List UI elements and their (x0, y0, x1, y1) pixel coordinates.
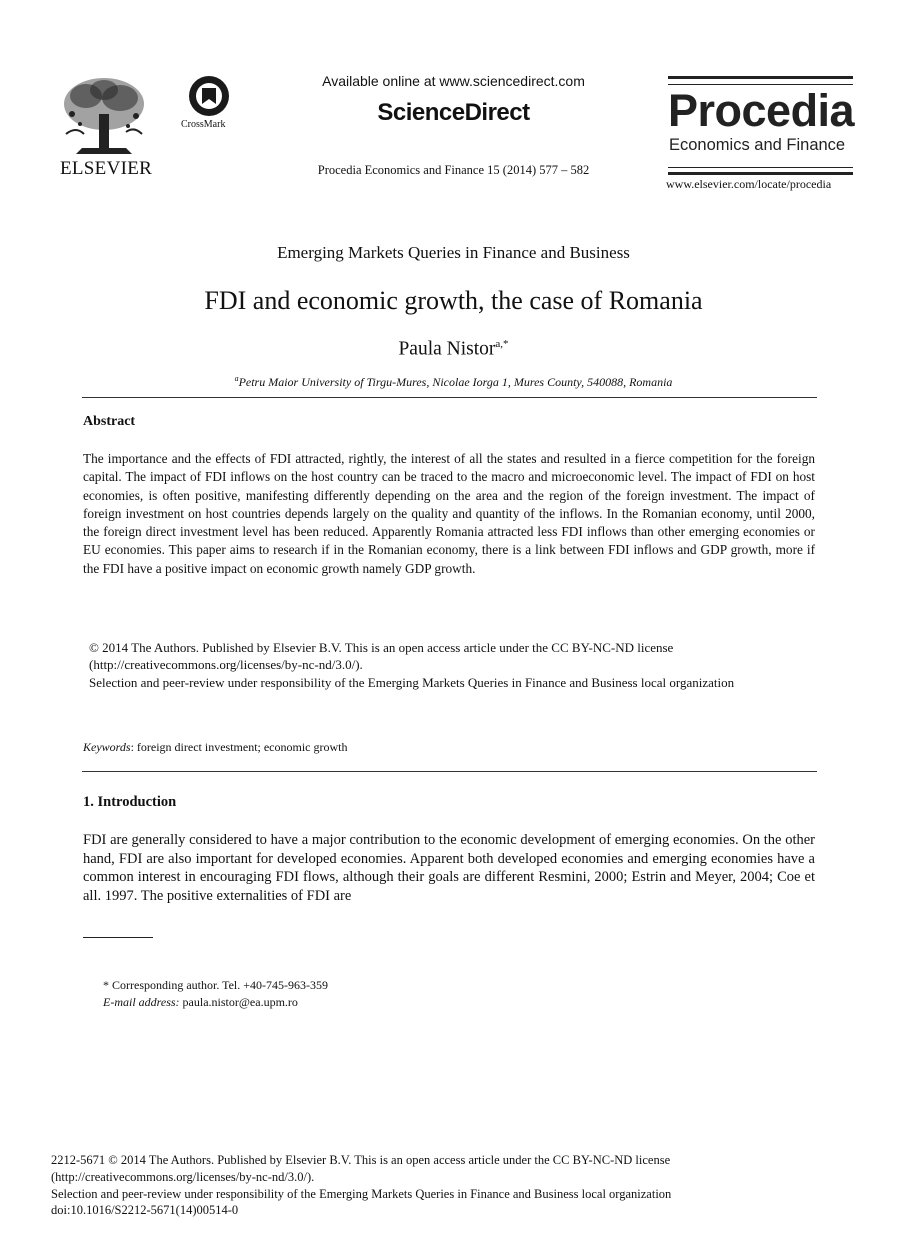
procedia-rule-bottom-thin (668, 167, 853, 168)
footer-doi[interactable]: doi:10.1016/S2212-5671(14)00514-0 (51, 1203, 239, 1217)
email-address[interactable]: paula.nistor@ea.upm.ro (179, 995, 298, 1009)
license-line-1: © 2014 The Authors. Published by Elsevier B.V. This is an open access article under the CC BY-NC-ND license (89, 640, 674, 655)
procedia-logo-subtitle: Economics and Finance (669, 136, 846, 154)
abstract-body: The importance and the effects of FDI attracted, rightly, the interest of all the states and resulted in a fierce competition for the foreign capital. The impact of FDI inflows on the host country can be traced to the macro and microeconomic level. The impact of FDI on host economies, is often positive, manifesting differently depending on the area and the region of the foreign investment. The impact of foreign investment on host countries depends largely on the quality and quantity of the inflows. In the Romanian economy, until 2000, the foreign direct investment level has been reduced. Apparently Romania attracted less FDI inflows than other emerging economies or EU economies. This paper aims to research if in the Romanian economy, there is a link between FDI inflows and GDP growth, more if the FDI have a positive impact on economic growth namely GDP growth. (83, 451, 815, 576)
procedia-logo-title: Procedia (668, 85, 855, 136)
corresponding-author-footnote: * Corresponding author. Tel. +40-745-963-359 (103, 978, 329, 992)
email-footnote (103, 995, 298, 1010)
keywords-text: : foreign direct investment; economic growth (130, 740, 348, 754)
keywords-line (83, 740, 348, 755)
footer-license-link[interactable]: (http://creativecommons.org/licenses/by-nc-nd/3.0/). (51, 1170, 315, 1184)
affiliation-line (0, 374, 907, 390)
conference-name: Emerging Markets Queries in Finance and Business (277, 243, 630, 262)
affiliation-text: Petru Maior University of Tirgu-Mures, Nicolae Iorga 1, Mures County, 540088, Romania (238, 375, 673, 389)
keywords-bottom-rule (82, 771, 817, 772)
author-line (0, 338, 907, 361)
crossmark-label: CrossMark (181, 119, 226, 130)
footer-issn-license: 2212-5671 © 2014 The Authors. Published by Elsevier B.V. This is an open access article under the CC BY-NC-ND license (51, 1153, 671, 1167)
procedia-url-link[interactable]: www.elsevier.com/locate/procedia (666, 177, 832, 191)
abstract-heading: Abstract (83, 414, 136, 429)
keywords-label: Keywords (83, 740, 131, 754)
section-heading-introduction: 1. Introduction (83, 794, 177, 810)
license-line-3: Selection and peer-review under responsibility of the Emerging Markets Queries in Finance and Business local organization (89, 675, 735, 690)
license-link[interactable]: (http://creativecommons.org/licenses/by-nc-nd/3.0/). (89, 657, 363, 672)
email-label: E-mail address: (103, 995, 180, 1009)
article-title: FDI and economic growth, the case of Romania (204, 286, 703, 315)
abstract-top-rule (82, 397, 817, 398)
journal-reference: Procedia Economics and Finance 15 (2014) 577 – 582 (317, 163, 590, 177)
elsevier-wordmark: ELSEVIER (60, 158, 153, 179)
footer-peer-review: Selection and peer-review under responsibility of the Emerging Markets Queries in Finance and Business local organization (51, 1187, 672, 1201)
author-name: Paula Nistor (398, 338, 496, 360)
introduction-body: FDI are generally considered to have a major contribution to the economic development of emerging economies. On the other hand, FDI are also important for developed economies. Apparent both developed economies and emerging economies have a common interest in encouraging FDI flows, although their goals are different Resmini, 2000; Estrin and Meyer, 2004; Coe et all. 1997. The positive externalities of FDI are (83, 832, 815, 904)
author-marks: a,* (495, 338, 509, 350)
procedia-rule-bottom (668, 172, 853, 175)
available-online-text: Available online at www.sciencedirect.com (322, 73, 585, 89)
sciencedirect-logo[interactable]: ScienceDirect (377, 99, 530, 126)
procedia-rule-top (668, 76, 853, 79)
affiliation-mark: a (234, 374, 239, 383)
footnote-rule (83, 937, 153, 938)
